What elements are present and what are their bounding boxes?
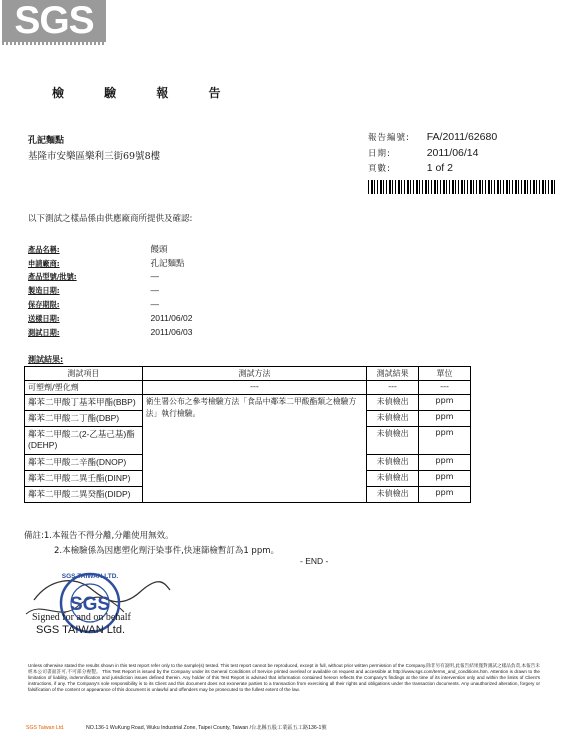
- intro-text: 以下測試之樣品係由供應廠商所提供及確認:: [28, 214, 193, 224]
- sample-info-value: —: [150, 271, 160, 281]
- test-result: 未偵檢出: [367, 395, 419, 411]
- test-item: 鄰苯二甲酸二(2-乙基己基)酯(DEHP): [25, 427, 143, 455]
- table-group-row: [25, 381, 471, 395]
- test-item: 鄰苯二甲酸二異癸酯(DIDP): [25, 487, 143, 503]
- page-count-value: 1 of 2: [426, 162, 453, 174]
- client-name: 孔記麵點: [28, 136, 65, 146]
- test-item: 鄰苯二甲酸二丁酯(DBP): [25, 411, 143, 427]
- test-result: 未偵檢出: [367, 471, 419, 487]
- footer-address: NO.136-1 WuKung Road, Wuku Industrial Zone, Taipei County, Taiwan /台北縣五股工業區五工路136-1號: [86, 725, 327, 731]
- table-header-row: [25, 367, 471, 381]
- client-address: 基隆市安樂區樂利三街69號8樓: [28, 151, 161, 162]
- note-1: 備註:1.本報告不得分離,分離使用無效。: [24, 531, 174, 541]
- table-row: [25, 395, 471, 411]
- sample-info-label: 產品名稱:: [28, 245, 60, 254]
- report-date-value: 2011/06/14: [426, 147, 479, 159]
- note-2: 2.本檢驗係為因應塑化劑汙染事件,快速篩檢暫訂為1 ppm。: [54, 546, 279, 556]
- group-result: ---: [367, 381, 419, 395]
- column-header-item: 測試項目: [25, 367, 143, 381]
- test-unit: ppm: [419, 487, 471, 503]
- sample-info-value: 饅頭: [150, 244, 168, 254]
- end-marker: - END -: [300, 556, 329, 566]
- test-result: 未偵檢出: [367, 487, 419, 503]
- sgs-logo: SGS: [2, 0, 106, 42]
- footer-brand: SGS Taiwan Ltd.: [26, 725, 65, 731]
- test-unit: ppm: [419, 395, 471, 411]
- sample-info-value: 2011/06/03: [150, 327, 193, 337]
- report-date: [368, 147, 478, 159]
- report-number: [368, 131, 497, 143]
- signing-company: SGS TAIWAN Ltd.: [36, 624, 126, 636]
- signed-for-text: Signed for and on behalf: [32, 612, 131, 623]
- stamp-logo: SGS: [69, 594, 111, 615]
- page-footer: [26, 724, 546, 731]
- page-count: [368, 162, 453, 174]
- column-header-method: 測試方法: [142, 367, 366, 381]
- test-item: 鄰苯二甲酸二異壬酯(DINP): [25, 471, 143, 487]
- sample-info-value: 孔記麵點: [150, 258, 185, 268]
- sample-info-row: [28, 299, 159, 311]
- sample-info-row: [28, 327, 192, 339]
- page-count-label: 頁數:: [368, 164, 391, 174]
- sample-info-row: [28, 313, 192, 325]
- test-unit: ppm: [419, 427, 471, 455]
- sample-info-label: 測試日期:: [28, 328, 60, 337]
- stamp-ring-text: SGS TAIWAN LTD.: [61, 573, 119, 580]
- column-header-result: 測試結果: [367, 367, 419, 381]
- report-number-value: FA/2011/62680: [426, 131, 498, 143]
- sample-info-label: 產品型號/批號:: [28, 272, 77, 281]
- sample-info-label: 申請廠商:: [28, 259, 60, 268]
- report-date-label: 日期:: [368, 149, 391, 159]
- legal-disclaimer: Unless otherwise stated the results shown in this test report refer only to the sample(s) tested. This test report cannot be reproduced, except in full, without prior written permission of the Company.除非另有說明,此報告結果僅對測試之樣品負責,本報告未經本公司書面許可,不可部分複製。 This Test Report is issued by the Company under its General Conditions of Service printed overleaf or available on request and accessible at http://www.sgs.com/terms_and_conditions.htm. Attention is drawn to the limitation of liability, indemnification and jurisdiction issues defined therein. Any holder of this Test Report is advised that information contained hereon reflects the Company's findings at the time of its intervention only and within the limits of Client's instructions, if any. The Company's sole responsibility is to its Client and this document does not exonerate parties to a transaction from exercising all their rights and obligations under the transaction documents. Any unauthorized alteration, forgery or falsification of the content or appearance of this document is unlawful and offenders may be prosecuted to the fullest extent of the law.: [28, 663, 540, 692]
- test-item: 鄰苯二甲酸丁基苯甲酯(BBP): [25, 395, 143, 411]
- results-title: 測試結果:: [28, 355, 64, 364]
- sample-info-row: [28, 243, 168, 255]
- sample-info-value: 2011/06/02: [150, 313, 193, 323]
- group-item: 可塑劑/塑化劑: [25, 381, 143, 395]
- test-item: 鄰苯二甲酸二辛酯(DNOP): [25, 455, 143, 471]
- test-result: 未偵檢出: [367, 427, 419, 455]
- results-table: [24, 366, 471, 503]
- test-result: 未偵檢出: [367, 411, 419, 427]
- test-method: 衛生署公布之參考檢驗方法「食品中鄰苯二甲酸酯類之檢驗方法」執行檢驗。: [142, 395, 366, 503]
- sample-info-row: [28, 257, 185, 269]
- sample-info-row: [28, 271, 159, 283]
- test-unit: ppm: [419, 471, 471, 487]
- report-number-label: 報告編號:: [368, 133, 410, 143]
- group-unit: ---: [419, 381, 471, 395]
- test-result: 未偵檢出: [367, 455, 419, 471]
- sample-info-value: —: [150, 285, 160, 295]
- column-header-unit: 單位: [419, 367, 471, 381]
- sample-info-value: —: [150, 299, 160, 309]
- test-unit: ppm: [419, 411, 471, 427]
- document-title: 檢 驗 報 告: [52, 86, 239, 100]
- barcode: [368, 180, 556, 194]
- logo-underline: [2, 42, 106, 45]
- sample-info-row: [28, 285, 159, 297]
- sample-info-label: 保存期限:: [28, 300, 60, 309]
- sample-info-label: 送樣日期:: [28, 314, 60, 323]
- sample-info-label: 製造日期:: [28, 286, 60, 295]
- test-unit: ppm: [419, 455, 471, 471]
- group-method: ---: [142, 381, 366, 395]
